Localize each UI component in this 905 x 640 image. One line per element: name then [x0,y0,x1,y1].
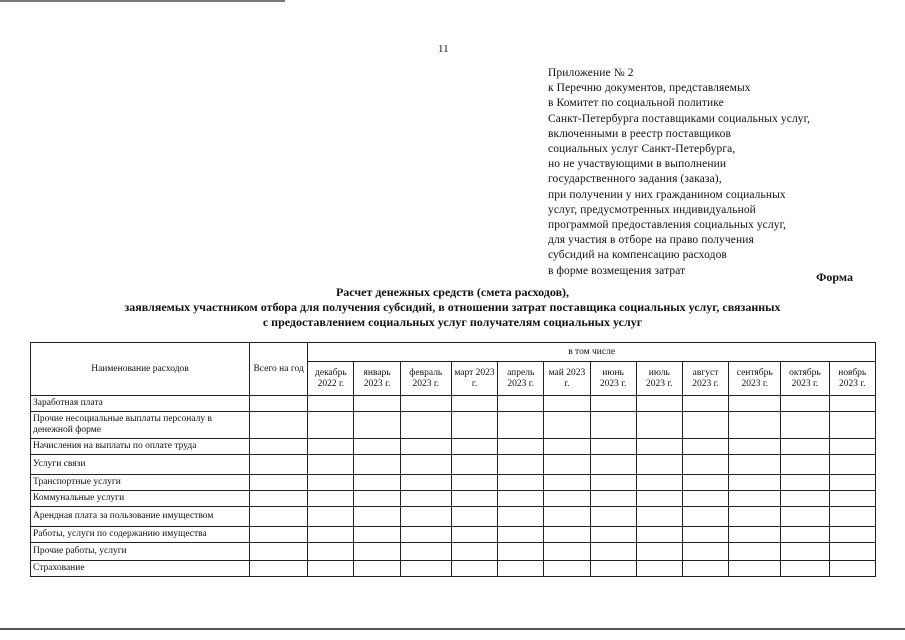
month-cell [544,475,590,491]
total-cell [250,455,308,475]
month-cell [781,507,829,527]
table-row [31,475,876,491]
month-cell [829,491,875,507]
month-cell [354,561,400,577]
month-cell [682,543,728,561]
month-cell [781,439,829,455]
appendix-line: включенными в реестр поставщиков [548,127,731,140]
month-cell [308,439,354,455]
month-cell [829,439,875,455]
month-cell [400,527,451,543]
header-month: февраль 2023 г. [400,362,451,396]
table-row [31,396,876,412]
month-cell [354,527,400,543]
month-cell [636,543,682,561]
month-cell [498,527,544,543]
month-cell [308,527,354,543]
table-row [31,543,876,561]
row-label: Страхование [31,561,250,577]
month-cell [590,396,636,412]
month-cell [781,412,829,439]
month-cell [636,507,682,527]
month-cell [636,396,682,412]
header-month: декабрь 2022 г. [308,362,354,396]
month-cell [498,439,544,455]
month-cell [829,396,875,412]
page-number: 11 [438,43,449,55]
month-cell [400,507,451,527]
total-cell [250,439,308,455]
header-month: октябрь 2023 г. [781,362,829,396]
row-label: Услуги связи [31,455,250,475]
total-cell [250,543,308,561]
month-cell [544,412,590,439]
month-cell [729,439,781,455]
header-month: ноябрь 2023 г. [829,362,875,396]
month-cell [781,491,829,507]
month-cell [729,475,781,491]
table-row [31,412,876,439]
month-cell [498,491,544,507]
month-cell [682,439,728,455]
month-cell [498,507,544,527]
month-cell [451,396,497,412]
month-cell [498,412,544,439]
row-label: Коммунальные услуги [31,491,250,507]
appendix-line: для участия в отборе на право получения [548,234,754,247]
month-cell [682,491,728,507]
month-cell [498,455,544,475]
appendix-line: в Комитет по социальной политике [548,97,724,110]
row-label: Работы, услуги по содержанию имущества [31,527,250,543]
appendix-line: Санкт-Петербурга поставщиками социальных услуг, [548,112,811,125]
month-cell [498,475,544,491]
month-cell [729,507,781,527]
header-month: июнь 2023 г. [590,362,636,396]
row-label: Прочие работы, услуги [31,543,250,561]
month-cell [590,412,636,439]
month-cell [400,439,451,455]
month-cell [354,475,400,491]
total-cell [250,475,308,491]
month-cell [682,412,728,439]
month-cell [308,507,354,527]
month-cell [636,527,682,543]
month-cell [451,455,497,475]
month-cell [451,412,497,439]
month-cell [729,561,781,577]
month-cell [829,412,875,439]
table-row [31,507,876,527]
header-month: март 2023 г. [451,362,497,396]
appendix-line: но не участвующими в выполнении [548,158,727,171]
month-cell [354,439,400,455]
header-month: август 2023 г. [682,362,728,396]
total-cell [250,412,308,439]
total-cell [250,561,308,577]
table-row [31,439,876,455]
month-cell [829,455,875,475]
month-cell [451,491,497,507]
month-cell [590,475,636,491]
appendix-line: государственного задания (заказа), [548,173,722,186]
month-cell [636,491,682,507]
month-cell [544,527,590,543]
month-cell [354,543,400,561]
month-cell [829,543,875,561]
header-month: апрель 2023 г. [498,362,544,396]
month-cell [729,491,781,507]
appendix-line: субсидий на компенсацию расходов [548,249,727,262]
month-cell [400,475,451,491]
month-cell [308,475,354,491]
month-cell [590,561,636,577]
month-cell [544,561,590,577]
month-cell [590,507,636,527]
month-cell [682,561,728,577]
title-line: с предоставлением социальных услуг получателям социальных услуг [262,315,643,329]
header-month: май 2023 г. [544,362,590,396]
month-cell [354,412,400,439]
row-label: Арендная плата за пользование имуществом [31,507,250,527]
month-cell [590,491,636,507]
month-cell [451,527,497,543]
month-cell [451,561,497,577]
header-including: в том числе [308,343,876,362]
month-cell [829,561,875,577]
month-cell [590,543,636,561]
month-cell [451,475,497,491]
month-cell [781,561,829,577]
total-cell [250,527,308,543]
month-cell [400,396,451,412]
month-cell [781,475,829,491]
month-cell [451,543,497,561]
month-cell [354,491,400,507]
expense-estimate-table [30,342,876,577]
appendix-line: Приложение № 2 [548,67,634,79]
header-expense-name: Наименование расходов [31,343,250,396]
appendix-line: услуг, предусмотренных индивидуальной [548,203,756,216]
month-cell [829,475,875,491]
appendix-line: при получении у них гражданином социальных [548,188,786,201]
month-cell [729,396,781,412]
month-cell [682,475,728,491]
header-month: сентябрь 2023 г. [729,362,781,396]
month-cell [308,412,354,439]
month-cell [400,491,451,507]
month-cell [308,455,354,475]
top-rule [0,0,285,2]
month-cell [544,491,590,507]
month-cell [308,561,354,577]
row-label: Прочие несоциальные выплаты персоналу в денежной форме [31,412,250,439]
table-row [31,455,876,475]
form-label: Форма [816,270,853,284]
month-cell [829,527,875,543]
month-cell [682,527,728,543]
header-year-total: Всего на год [250,343,308,396]
month-cell [400,455,451,475]
month-cell [829,507,875,527]
document-title [0,285,905,330]
month-cell [636,455,682,475]
month-cell [781,527,829,543]
appendix-line: социальных услуг Санкт-Петербурга, [548,143,736,156]
total-cell [250,396,308,412]
month-cell [354,396,400,412]
row-label: Транспортные услуги [31,475,250,491]
month-cell [729,543,781,561]
month-cell [544,396,590,412]
month-cell [400,561,451,577]
table-row [31,491,876,507]
appendix-block [548,66,878,279]
month-cell [544,439,590,455]
title-line: заявляемых участником отбора для получения субсидий, в отношении затрат поставщика социальных услуг, связанных [124,300,781,314]
month-cell [729,527,781,543]
month-cell [781,396,829,412]
month-cell [354,455,400,475]
month-cell [729,455,781,475]
month-cell [451,507,497,527]
table-row [31,561,876,577]
month-cell [682,455,728,475]
month-cell [498,561,544,577]
appendix-line: программой предоставления социальных услуг, [548,219,787,232]
month-cell [544,507,590,527]
table-row [31,527,876,543]
month-cell [682,396,728,412]
month-cell [781,543,829,561]
month-cell [781,455,829,475]
month-cell [682,507,728,527]
row-label: Начисления на выплаты по оплате труда [31,439,250,455]
month-cell [590,455,636,475]
month-cell [636,561,682,577]
total-cell [250,491,308,507]
bottom-rule [0,628,905,630]
month-cell [636,412,682,439]
month-cell [451,439,497,455]
month-cell [544,455,590,475]
month-cell [498,396,544,412]
month-cell [729,412,781,439]
header-month: июль 2023 г. [636,362,682,396]
month-cell [498,543,544,561]
appendix-line: в форме возмещения затрат [548,264,686,277]
header-month: январь 2023 г. [354,362,400,396]
month-cell [636,475,682,491]
appendix-line: к Перечню документов, представляемых [548,82,751,95]
title-line: Расчет денежных средств (смета расходов), [335,285,570,299]
month-cell [308,396,354,412]
month-cell [636,439,682,455]
month-cell [590,527,636,543]
month-cell [590,439,636,455]
row-label: Заработная плата [31,396,250,412]
month-cell [400,543,451,561]
month-cell [400,412,451,439]
month-cell [308,543,354,561]
month-cell [544,543,590,561]
total-cell [250,507,308,527]
month-cell [354,507,400,527]
month-cell [308,491,354,507]
